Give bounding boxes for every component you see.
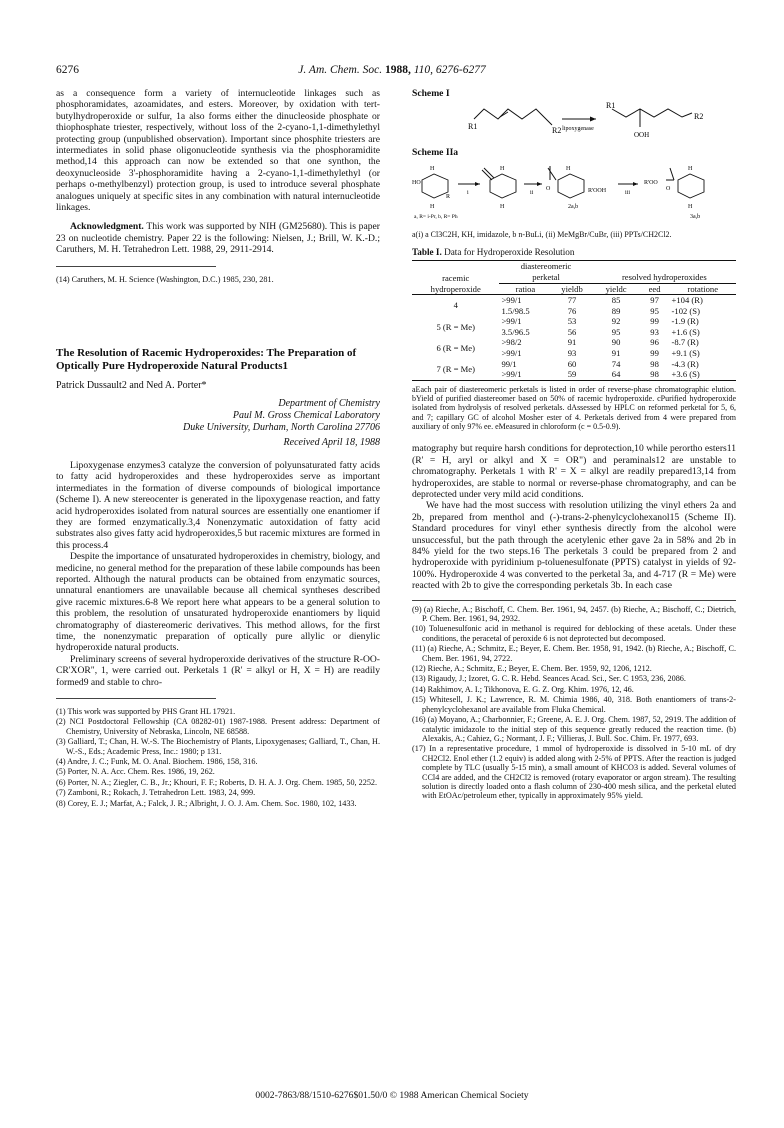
svg-text:H: H: [688, 204, 693, 211]
table-row: [412, 316, 736, 327]
footnotes-left: [56, 707, 380, 808]
body-paragraph-2: Despite the importance of unsaturated hydroperoxides in chemistry, biology, and medicine, no general method for the preparation of these labile compounds has been reported. Although the natural products can be obtained from enzymatic sources, unnatural enantiomers are unavailable because all chemical syntheses described give racemic mixtures.6-8 We report here what appears to be a general solution to this problem, the resolution of unsaturated hydroperoxide enantiomers by liquid chromatography of diastereomeric derivatives. This method allows, for the first time, the nonenzymatic preparation of optically pure allylic or dienylic hydroperoxide natural products.: [56, 551, 380, 654]
table-cell-ee: 99: [650, 348, 659, 359]
table-cell-rot: +1.6 (S): [671, 326, 700, 337]
footnote: (12) Rieche, A.; Schmitz, E.; Beyer, E. Chem. Ber. 1959, 92, 1206, 1212.: [412, 664, 652, 674]
footnote: (17) In a representative procedure, 1 mmol of hydroperoxide is dissolved in 5-10 mL of dry CH2Cl2. Enol ether (1.2 equiv) is added along with 2-5% of PPTS. After the reaction is judged complete by TLC (usually 5-15 min), a small amount of KHCO3 is added. Several volumes of CCl4 are added, and the CH2Cl2 is removed (rotary evaporator or argon stream). The resulting solution is directly loaded onto a flash column of 230-400 mesh silica, and the perketal eluted with EtOAc/petroleum ether, typically in approximately 95% yield.: [412, 744, 736, 801]
svg-text:H: H: [500, 166, 505, 173]
footnote-14: (14) Caruthers, M. H. Science (Washington, D.C.) 1985, 230, 281.: [56, 274, 274, 284]
table-cell-ratio: 3.5/96.5: [501, 326, 530, 337]
page-number: 6276: [56, 64, 79, 76]
table-cell-compound: 6 (R = Me): [436, 342, 475, 353]
right-paragraph-2: We have had the most success with resolution utilizing the vinyl ethers 2a and 2b, prepared from menthol and (-)-trans-2-phenylcyclohexanol15 (Scheme II). Standard procedures for vinyl ether synthesis directly from the alcohol were unsuccessful, but the path through the acetylenic ether gave 2a in 58% and 2b in 84% yield for the two steps.16 The perketals 3 could be prepared from 2 and hydroperoxide with pyridinium p-toluenesulfonate (PPTS) catalyst in yields of 92-100%. Hydroperoxide 4 was converted to the perketal 3a, and 4-717 (R = Me) were reacted with 2b to give the corresponding perketals 3b. In each case: [412, 500, 736, 592]
scheme-2-title: Scheme IIa: [412, 146, 459, 158]
footnote: (9) (a) Rieche, A.; Bischoff, C. Chem. Ber. 1961, 94, 2457. (b) Rieche, A.; Bischoff, C.; Dietrich, P. Chem. Ber. 1961, 94, 2932.: [412, 604, 736, 624]
table-cell-yield2: 64: [611, 369, 621, 380]
table-cell-yield: 59: [567, 369, 577, 380]
svg-text:HO: HO: [412, 180, 421, 187]
table-cell-ee: 95: [650, 305, 659, 316]
footnote: (16) (a) Moyano, A.; Charbonnier, F.; Greene, A. E. J. Org. Chem. 1987, 52, 2919. The addition of catalytic imidazole to the initial step of this sequence greatly reduced the reaction time. (b) Alexakis, A.; Cahiez, G.; Normant, J. F.; Villieras, J. Bull. Soc. Chim. Fr. 1977, 693.: [412, 715, 736, 743]
scheme-1-diagram: [412, 99, 736, 143]
svg-text:iii: iii: [625, 190, 631, 197]
table-cell-compound: 5 (R = Me): [436, 321, 475, 332]
table-row: [412, 295, 736, 306]
scheme-1-r1b: R1: [606, 101, 616, 111]
svg-text:a, R= i-Pr, b, R= Ph: a, R= i-Pr, b, R= Ph: [414, 214, 458, 221]
footnote: (1) This work was supported by PHS Grant HL 17921.: [56, 707, 236, 717]
right-paragraph-1: matography but require harsh conditions for deprotection,10 while perortho esters11 (R' = H, aryl or alkyl and X = OR") and peraminals12 are unstable to chromatography. Perketals 1 with R' = X = alkyl are readily prepared13,14 from hydroperoxides, are stable to normal or reverse-phase chromatography, and can be deprotected under very mild acid conditions.: [412, 443, 736, 500]
table-cell-ratio: >99/1: [501, 295, 522, 306]
scheme-1-enzyme: lipoxygenase: [562, 126, 594, 133]
table-cell-ratio: >99/1: [501, 348, 522, 359]
table-cell-yield: 77: [567, 295, 577, 306]
table-cell-ee: 93: [650, 326, 659, 337]
table-cell-yield: 93: [567, 348, 577, 359]
table-footnotes: aEach pair of diastereomeric perketals is listed in order of reverse-phase chromatographic elution. bYield of purified diastereomer based on 50% of racemic hydroperoxide. cPurified hydroperoxide isolated from hydrolysis of resolved perketals. dAssessed by HPLC on reformed perketal for 5, 6, and 7; capillary GC of alcohol Mosher ester of 4. Perketals derived from 4 were prepared from auxiliary of only 97% ee. eMeasured in chloroform (c = 0.5-0.9).: [412, 384, 736, 432]
table-row: [412, 359, 736, 370]
table-cell-rot: -8.7 (R): [671, 337, 699, 348]
journal-citation: J. Am. Chem. Soc. 1988, 110, 6276-6277: [298, 64, 486, 76]
footnote: (11) (a) Rieche, A.; Schmitz, E.; Beyer, E. Chem. Ber. 1958, 91, 1942. (b) Rieche, A.; Bischoff, C. Chem. Ber. 1961, 94, 2722.: [412, 644, 736, 663]
resolution-table: racemic hydroperoxide diastereomeric perketal resolved hydroperoxides ratioa yieldb yieldc eed rotatione 4 >99/1 77 85 97 +104 (R) 1.5/98.5 76 89 95 -102 (S) 5 (R = Me) >99/1 53 92 99 -1.9 (R) 3.5/96.5 56 95 93 +1.6 (S) 6 (R = Me) >98/2 91 90 96 -8.7 (R) >99/1 93 91 99 +9.1 (S) 7 (R = Me) 99/1 60 74 98 -4.3 (R) >99/1 59 64 98 +3.6 (S): [412, 260, 736, 381]
scheme-1-ooh: OOH: [634, 131, 650, 140]
left-column: [56, 88, 380, 809]
table-cell-ratio: 99/1: [501, 358, 517, 369]
table-cell-yield2: 95: [611, 326, 621, 337]
running-header: [56, 64, 728, 80]
table-cell-ratio: >98/2: [501, 337, 522, 348]
table-cell-ratio: >99/1: [501, 369, 522, 380]
svg-text:3a,b: 3a,b: [690, 214, 701, 221]
svg-text:2a,b: 2a,b: [568, 204, 579, 211]
table-cell-compound: 4: [453, 300, 458, 311]
svg-text:H: H: [500, 204, 505, 211]
footnote: (6) Porter, N. A.; Ziegler, C. B., Jr.; Khouri, F. F.; Roberts, D. H. A. J. Org. Chem. 1985, 50, 2252.: [56, 777, 378, 787]
svg-text:ii: ii: [530, 190, 534, 197]
continued-paragraph: as a consequence form a variety of internucleotide linkages such as phosphoramidates, azoamidates, and esters. Moreover, by oxidation with tert-butylhydroperoxide or sulfur, 1a also forms either the dinucleoside phosphate or thiophosphate triester, respectively, without loss of the 2-cyano-1,1-dimethylethyl protecting group (unpublished observation). Important since phosphite triesters are intermediates in solid phase oligonucleotide synthesis via the phosphoramidite method,14 this approach can now be extended so that one synthon, the deoxynucleoside 3'-phosphoramidite having a 2-cyano-1,1-dimethylethyl (or perhaps o-methylbenzyl) protection group, is used to introduce several phosphate analogues uniquely at specific sites in any combination with natural internucleotide linkages.: [56, 88, 380, 214]
table-cell-yield: 60: [567, 358, 577, 369]
table-cell-ee: 96: [650, 337, 659, 348]
article-title: The Resolution of Racemic Hydroperoxides: The Preparation of Optically Pure Hydroperoxide Natural Products1: [56, 347, 357, 373]
svg-text:H: H: [430, 204, 435, 211]
table-cell-yield2: 91: [611, 348, 621, 359]
svg-text:R'OO: R'OO: [644, 180, 658, 187]
svg-text:H: H: [430, 166, 435, 173]
table-cell-yield2: 74: [611, 358, 621, 369]
footnote: (3) Galliard, T.; Chan, H. W.-S. The Biochemistry of Plants, Lipoxygenases; Galliard, T., Chan, H. W.-S., Eds.; Academic Press, Inc.: 1980; p 131.: [56, 737, 380, 756]
svg-text:O: O: [546, 186, 551, 193]
table-cell-compound: 7 (R = Me): [436, 363, 475, 374]
page-footer: 0002-7863/88/1510-6276$01.50/0 © 1988 American Chemical Society: [255, 1090, 529, 1101]
table-row: [412, 337, 736, 348]
svg-text:i: i: [467, 190, 469, 197]
table-cell-rot: +3.6 (S): [671, 369, 700, 380]
table-cell-rot: -4.3 (R): [671, 358, 699, 369]
scheme-2-diagram: [412, 158, 736, 222]
table-cell-ee: 99: [650, 316, 659, 327]
footnote: (4) Andre, J. C.; Funk, M. O. Anal. Biochem. 1986, 158, 316.: [56, 757, 258, 767]
table-cell-yield: 56: [567, 326, 577, 337]
table-cell-rot: +9.1 (S): [671, 348, 700, 359]
table-cell-ee: 98: [650, 369, 659, 380]
table-cell-rot: -102 (S): [671, 305, 700, 316]
footnote: (2) NCI Postdoctoral Fellowship (CA 08282-01) 1987-1988. Present address: Department of Chemistry, University of Nebraska, Lincoln, NE 68588.: [56, 717, 380, 736]
body-paragraph-1: Lipoxygenase enzymes3 catalyze the conversion of polyunsaturated fatty acids to fatty acid hydroperoxides and these hydroperoxides serve as important intermediates in the formation of diverse compounds of biological importance (Scheme I). A new stereocenter is generated in the lipoxygenase reaction, and fatty acid hydroperoxides isolated from natural sources are essentially one enantiomer if they are formed enzymatically.3,4 Nonenzymatic autoxidation of fatty acid substrates also gives fatty acid hydroperoxides,5 but racemic mixtures are formed in this process.4: [56, 459, 380, 551]
table-cell-yield2: 90: [611, 337, 621, 348]
svg-text:O: O: [666, 186, 671, 193]
received-date: Received April 18, 1988: [283, 436, 380, 448]
table-cell-yield: 91: [567, 337, 577, 348]
body-paragraph-3: Preliminary screens of several hydroperoxide derivatives of the structure R-OO-CR'XOR", 1, were carried out. Perketals 1 (R' = alkyl or H, X = H) are readily formed9 and stable to chro-: [56, 653, 380, 688]
table-cell-yield2: 85: [611, 295, 621, 306]
footnotes-right: [412, 605, 736, 801]
footnote: (8) Corey, E. J.; Marfat, A.; Falck, J. R.; Albright, J. O. J. Am. Chem. Soc. 1980, 102, 1433.: [56, 798, 357, 808]
footnote-rule: [56, 698, 216, 699]
footnote: (14) Rakhimov, A. I.; Tikhonova, E. G. Z. Org. Khim. 1976, 12, 46.: [412, 684, 634, 694]
right-column: [412, 88, 736, 802]
footnote-rule: [412, 600, 736, 601]
acknowledgment: Acknowledgment. This work was supported by NIH (GM25680). This is paper 23 on nucleotide chemistry. Paper 22 is the following: Nielsen, J.; Brill, W. K.-D.; Caruthers, M. H. Tetrahedron Lett. 1988, 29, 2911-2914.: [56, 221, 380, 256]
authors: Patrick Dussault2 and Ned A. Porter*: [56, 380, 207, 392]
footnote: (5) Porter, N. A. Acc. Chem. Res. 1986, 19, 262.: [56, 767, 215, 777]
table-cell-yield: 53: [567, 316, 577, 327]
table-cell-ratio: >99/1: [501, 316, 522, 327]
table-cell-ratio: 1.5/98.5: [501, 305, 530, 316]
table-cell-ee: 97: [650, 295, 659, 306]
scheme-1-r2b: R2: [694, 112, 704, 122]
table-cell-ee: 98: [650, 358, 659, 369]
table-cell-yield2: 89: [611, 305, 621, 316]
table-cell-rot: -1.9 (R): [671, 316, 699, 327]
table-title: Table I. Data for Hydroperoxide Resolution: [412, 246, 575, 257]
svg-text:R'OOH: R'OOH: [588, 188, 607, 195]
scheme-1-r2: R2: [552, 126, 562, 136]
svg-text:R: R: [446, 194, 451, 201]
footnote: (7) Zamboni, R.; Rokach, J. Tetrahedron Lett. 1983, 24, 999.: [56, 788, 256, 798]
footnote: (15) Whitesell, J. K.; Lawrence, R. M. Chimia 1986, 40, 318. Both enantiomers of trans-2-phenylcyclohexanol are available from Fluka Chemical.: [412, 695, 736, 714]
svg-text:H: H: [688, 166, 693, 173]
footnote: (10) Toluenesulfonic acid in methanol is required for deblocking of these acetals. Under these conditions, the peracetal of peroxide 6 is not deprotected but decomposed.: [412, 624, 736, 643]
footnote-rule: [56, 266, 216, 267]
table-cell-yield: 76: [567, 305, 577, 316]
svg-text:H: H: [566, 166, 571, 173]
affiliation: Department of Chemistry Paul M. Gross Chemical Laboratory Duke University, Durham, North Carolina 27706: [183, 397, 380, 433]
footnote: (13) Rigaudy, J.; Izoret, G. C. R. Hebd. Seances Acad. Sci., Ser. C 1953, 236, 2086.: [412, 674, 686, 684]
table-cell-rot: +104 (R): [671, 295, 703, 306]
table-cell-yield2: 92: [611, 316, 621, 327]
scheme-1-title: Scheme I: [412, 88, 450, 99]
scheme-1-r1: R1: [468, 122, 478, 132]
scheme-2-footnote: a(i) a Cl3C2H, KH, imidazole, b n-BuLi, (ii) MeMgBr/CuBr, (iii) PPTs/CH2Cl2.: [412, 229, 672, 239]
